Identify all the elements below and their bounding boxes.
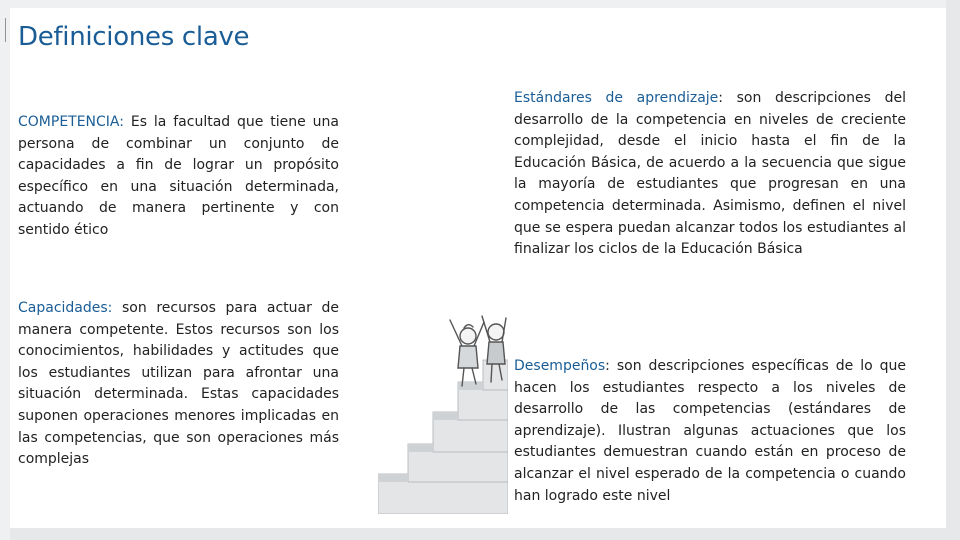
definition-text: : son descripciones del desarrollo de la competencia en niveles de creciente complejidad, desde el inicio hasta el fin de la Educación Básica, de acuerdo a la secuencia que sigue la mayoría de estudiantes que progresan en una competencia determinada. Asimismo, definen el nivel que se espera puedan alcanzar todos los estudiantes al finalizar los ciclos de la Educación Básica bbox=[514, 90, 906, 258]
definition-capacidades bbox=[18, 298, 339, 471]
definition-term: Desempeños bbox=[514, 358, 606, 374]
bottom-margin bbox=[10, 528, 946, 540]
definition-text: Es la facultad que tiene una persona de combinar un conjunto de capacidades a fin de lograr un propósito específico en una situación determinada, actuando de manera pertinente y con sentido ético bbox=[18, 114, 339, 238]
slide-title: Definiciones clave bbox=[18, 22, 250, 52]
right-margin bbox=[946, 0, 960, 540]
definition-text: : son descripciones específicas de lo que hacen los estudiantes respecto a los niveles de desarrollo de las competencias (estándares de aprendizaje). Ilustran algunas actuaciones que los estudiantes demuestran cuando están en proceso de alcanzar el nivel esperado de la competencia o cuando han logrado este nivel bbox=[514, 358, 906, 504]
definition-estandares bbox=[514, 88, 906, 261]
child-figure bbox=[450, 320, 484, 386]
stairs-children-illustration bbox=[378, 292, 508, 514]
definition-text: son recursos para actuar de manera competente. Estos recursos son los conocimientos, habilidades y actitudes que los estudiantes utilizan para afrontar una situación determinada. Estas capacidades suponen operaciones menores implicadas en las competencias, que son operaciones más complejas bbox=[18, 300, 339, 468]
definition-desempenos bbox=[514, 356, 906, 507]
edge-mark bbox=[5, 18, 9, 42]
definition-competencia bbox=[18, 112, 339, 242]
definition-term: Capacidades: bbox=[18, 300, 113, 316]
definition-term: Estándares de aprendizaje bbox=[514, 90, 719, 106]
definition-term: COMPETENCIA: bbox=[18, 114, 124, 130]
